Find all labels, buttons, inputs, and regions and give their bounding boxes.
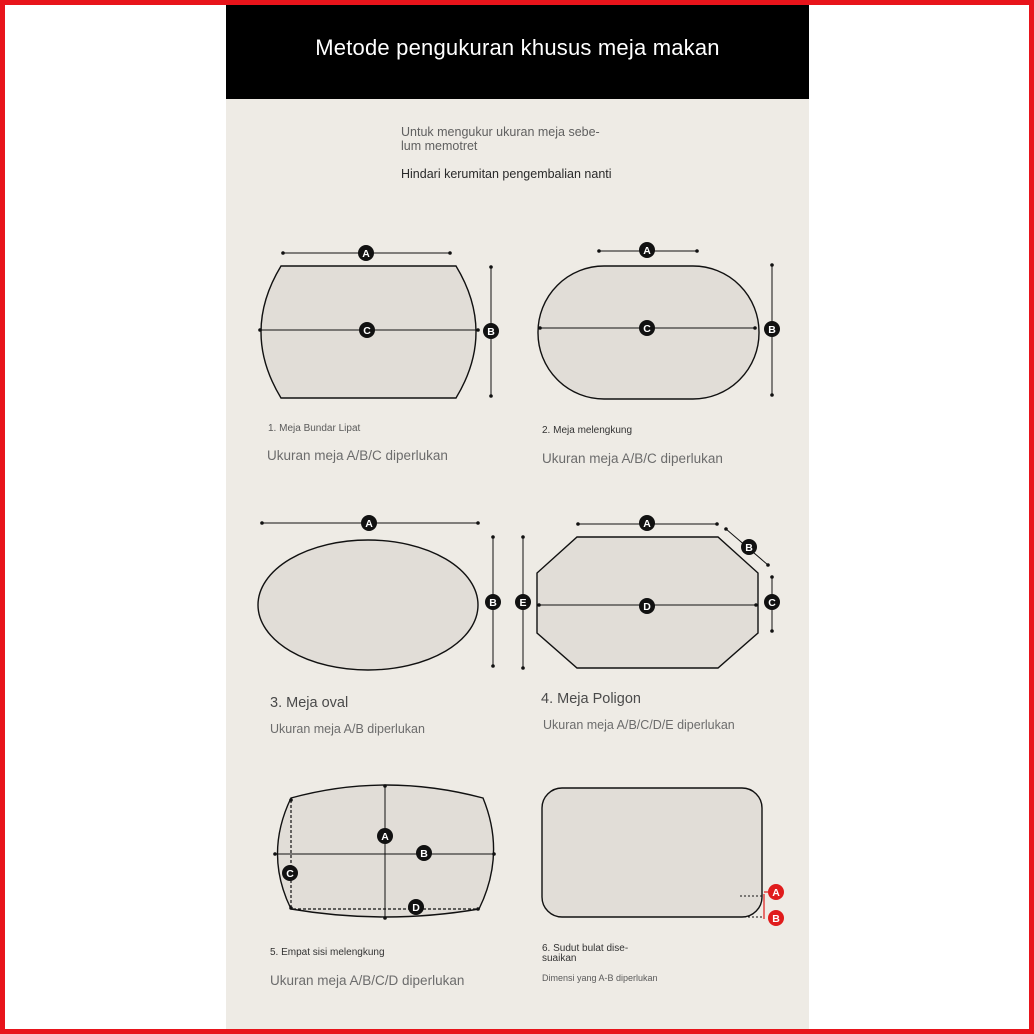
endpoint-dot <box>489 265 493 269</box>
svg-text:C: C <box>643 323 651 335</box>
diagram-2-curved-table <box>538 242 780 399</box>
svg-text:C: C <box>363 325 371 337</box>
intro-line-2: lum memotret <box>401 139 478 153</box>
svg-text:B: B <box>745 542 753 554</box>
diagram-5-four-curved-sides <box>273 784 496 920</box>
marker-c <box>359 322 375 338</box>
requirement-4: Ukuran meja A/B/C/D/E diperlukan <box>543 718 735 732</box>
caption-2: 2. Meja melengkung <box>542 425 633 436</box>
requirement-5: Ukuran meja A/B/C/D diperlukan <box>270 973 465 988</box>
svg-text:C: C <box>768 597 776 609</box>
diagrams <box>226 5 809 1029</box>
marker-c <box>639 320 655 336</box>
table-shape-3 <box>258 540 478 670</box>
poster <box>226 5 809 1029</box>
svg-text:B: B <box>772 913 780 925</box>
svg-text:A: A <box>643 518 651 530</box>
marker-d <box>408 899 424 915</box>
endpoint-dot <box>448 251 452 255</box>
svg-text:A: A <box>381 831 389 843</box>
svg-text:B: B <box>487 326 495 338</box>
diagram-1-folding-round-table <box>258 245 499 398</box>
caption-5: 5. Empat sisi melengkung <box>270 947 385 958</box>
svg-text:A: A <box>362 248 370 260</box>
marker-b <box>741 539 757 555</box>
requirement-6: Dimensi yang A-B diperlukan <box>542 973 658 983</box>
marker-b <box>416 845 432 861</box>
table-shape-5 <box>278 785 494 917</box>
intro-line-1: Untuk mengukur ukuran meja sebe- <box>401 125 600 139</box>
caption-1: 1. Meja Bundar Lipat <box>268 423 361 434</box>
svg-text:D: D <box>412 902 420 914</box>
endpoint-dot <box>258 328 262 332</box>
marker-b-red <box>768 910 784 926</box>
caption-6-line-2: suaikan <box>542 953 577 964</box>
endpoint-dot <box>489 394 493 398</box>
requirement-2: Ukuran meja A/B/C diperlukan <box>542 451 723 466</box>
page-title: Metode pengukuran khusus meja makan <box>315 35 720 60</box>
endpoint-dot <box>281 251 285 255</box>
svg-text:B: B <box>420 848 428 860</box>
marker-c <box>282 865 298 881</box>
intro-line-3: Hindari kerumitan pengembalian nanti <box>401 167 612 181</box>
marker-c <box>764 594 780 610</box>
marker-a <box>639 242 655 258</box>
requirement-3: Ukuran meja A/B diperlukan <box>270 722 425 736</box>
svg-text:A: A <box>772 887 780 899</box>
svg-text:D: D <box>643 601 651 613</box>
marker-b <box>764 321 780 337</box>
caption-3: 3. Meja oval <box>270 695 349 711</box>
marker-a <box>377 828 393 844</box>
marker-a <box>358 245 374 261</box>
endpoint-dot <box>476 328 480 332</box>
marker-e <box>515 594 531 610</box>
diagram-3-oval-table <box>258 515 501 670</box>
marker-b <box>483 323 499 339</box>
marker-b <box>485 594 501 610</box>
svg-text:B: B <box>489 597 497 609</box>
marker-a <box>361 515 377 531</box>
svg-text:E: E <box>519 597 527 609</box>
svg-text:A: A <box>365 518 373 530</box>
caption-6-line-1: 6. Sudut bulat dise- <box>542 943 629 954</box>
svg-text:B: B <box>768 324 776 336</box>
diagram-4-polygon-table <box>515 515 780 670</box>
svg-text:C: C <box>286 868 294 880</box>
table-shape-6 <box>542 788 762 917</box>
caption-4: 4. Meja Poligon <box>541 691 641 707</box>
marker-d <box>639 598 655 614</box>
diagram-6-rounded-corners <box>542 788 784 926</box>
marker-a <box>639 515 655 531</box>
svg-text:A: A <box>643 245 651 257</box>
marker-a-red <box>768 884 784 900</box>
requirement-1: Ukuran meja A/B/C diperlukan <box>267 448 448 463</box>
